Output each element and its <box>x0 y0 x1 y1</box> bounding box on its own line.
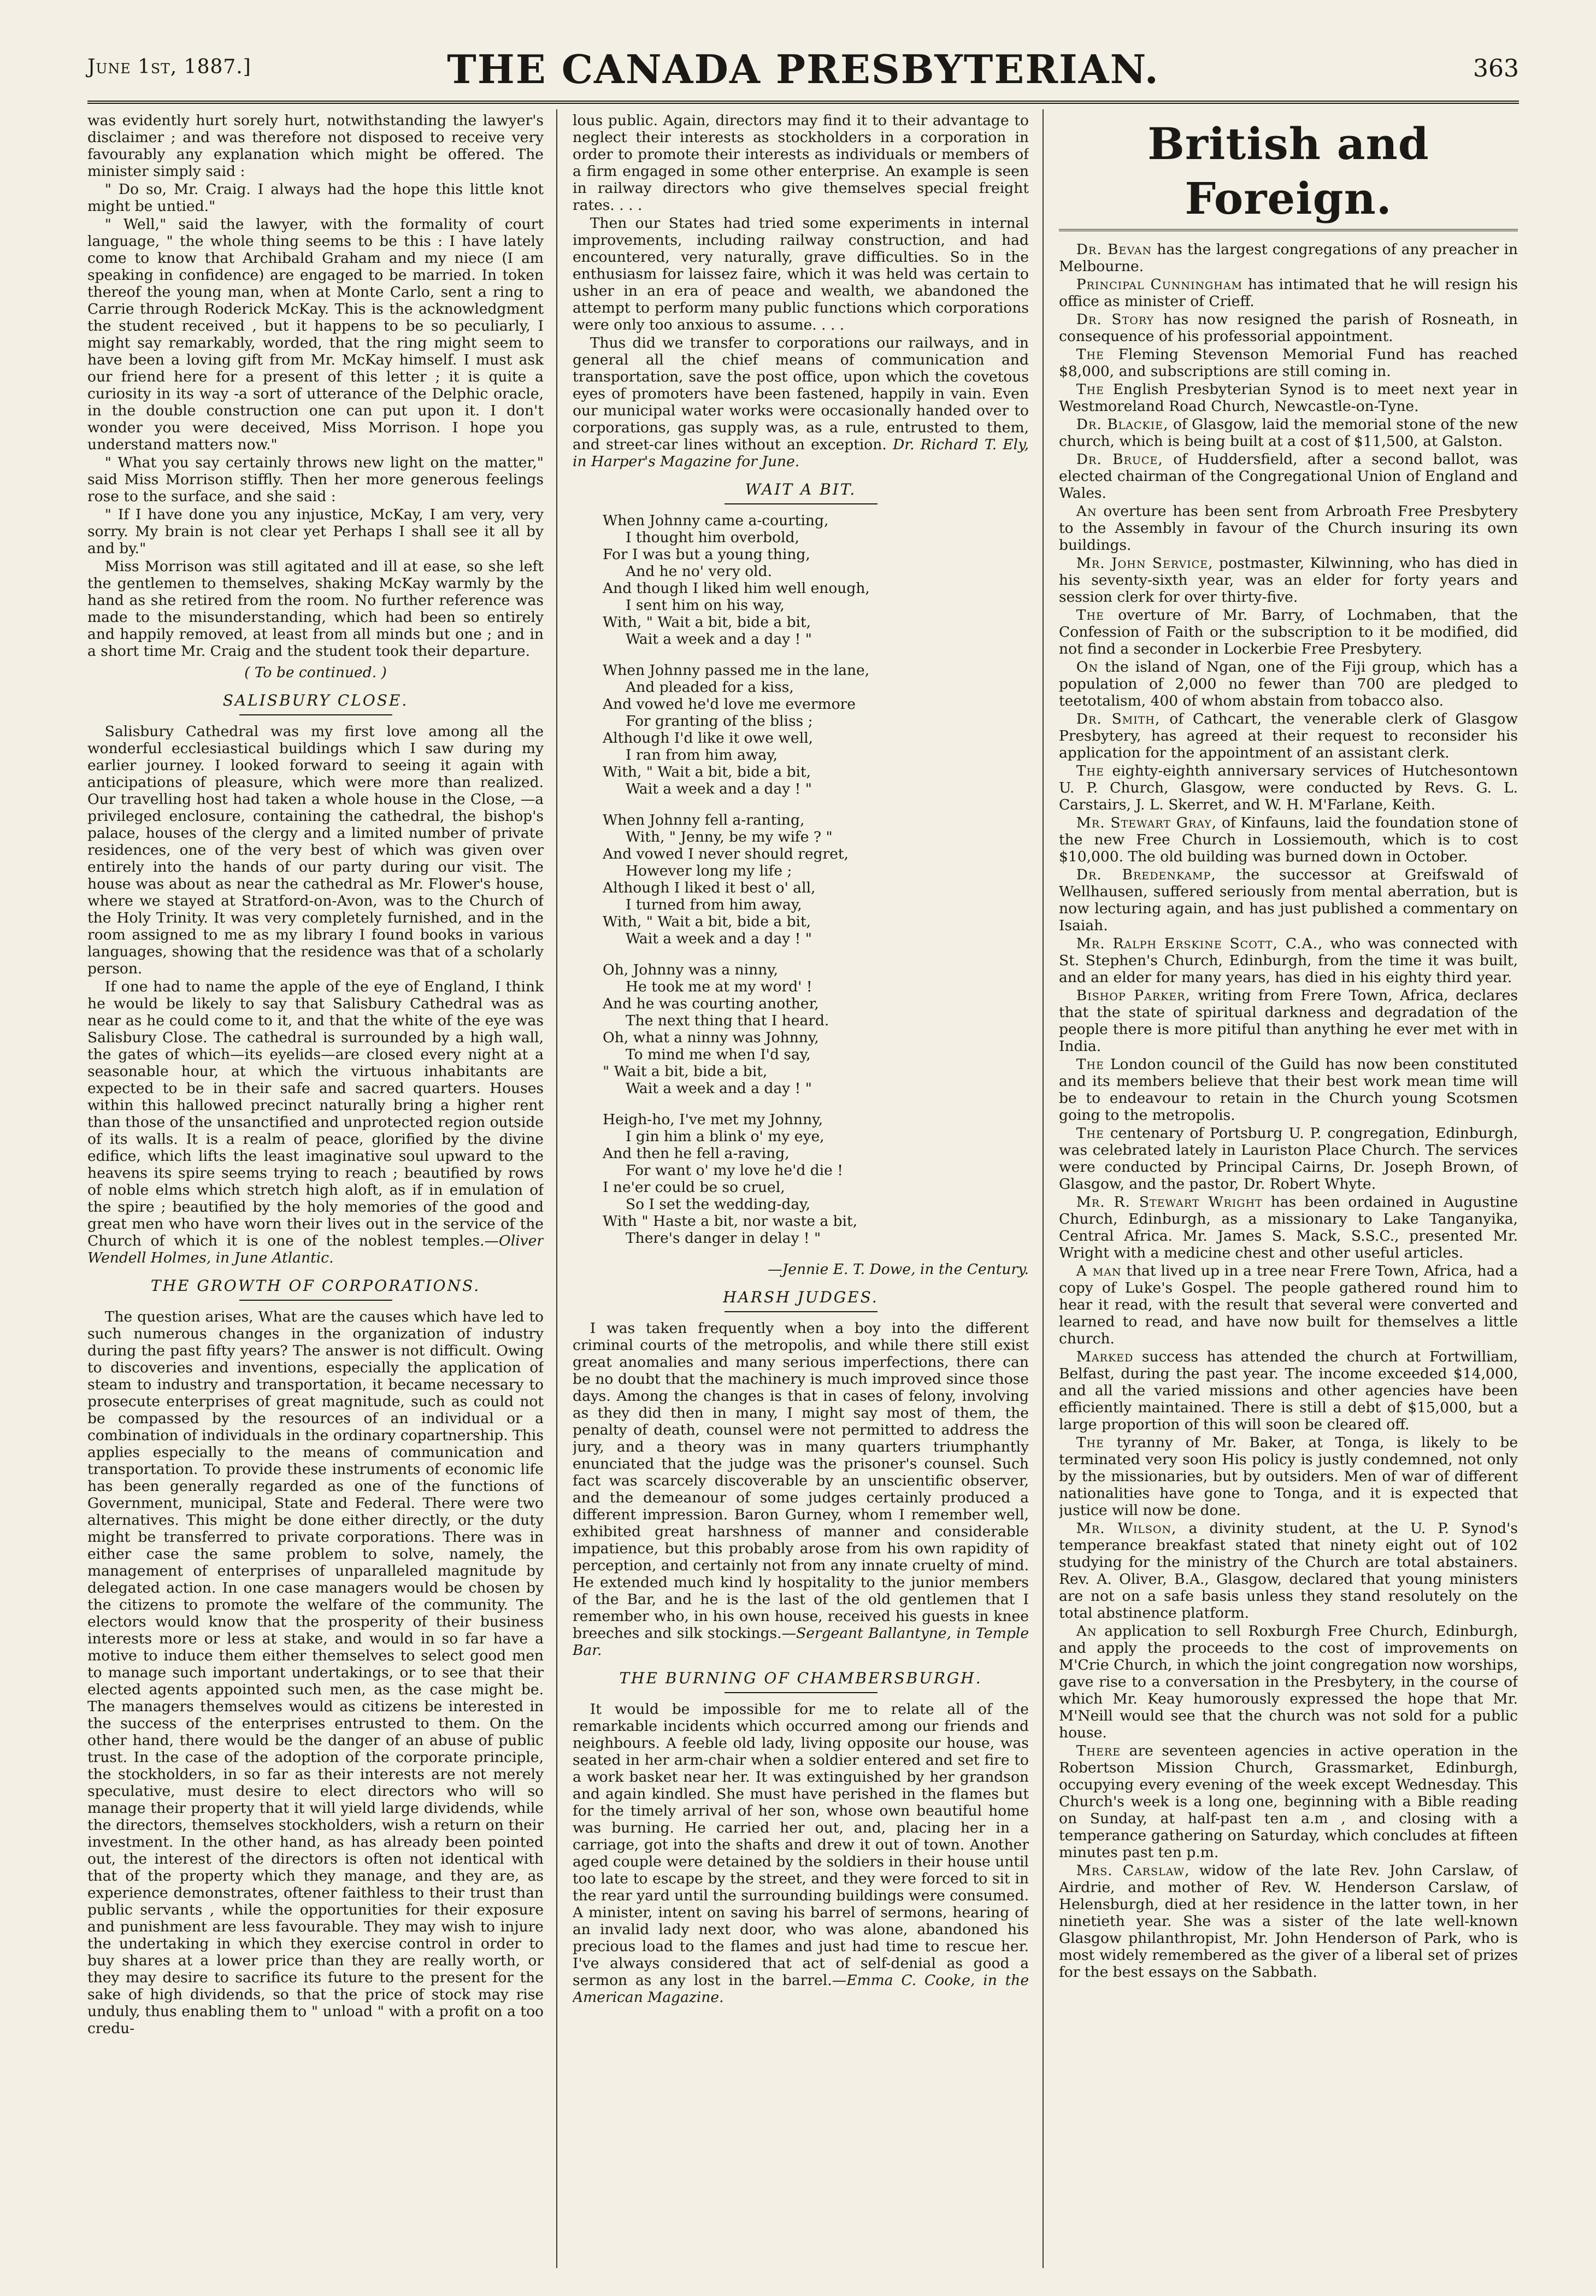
poem-line: Wait a week and a day ! " <box>626 631 812 648</box>
paragraph: " Do so, Mr. Craig. I always had the hope this little knot might be untied." <box>87 181 544 215</box>
stanza <box>603 961 1029 1097</box>
news-item <box>1059 503 1518 554</box>
paragraph-text: It would be impossible for me to relate all of the remarkable incidents which occurred among our friends and neighbours. A feeble old lady, living opposite our house, was seated in her arm-chair when a soldier entered and set fire to a work basket near her. It was extinguished by her grandson and again kindled. She must have perished in the flames but for the timely arrival of her son, whose own beautiful home was burning. He carried her out, and, placing her in a carriage, got into the shafts and drew it out of town. Another aged couple were detained by the soldiers in their house until too late to escape by the street, and they were forced to sit in the rear yard until the surrounding buildings were consumed. A minister, intent on saving his barrel of sermons, hearing of an invalid lady next door, who was alone, abandoned his precious load to the flames and just had time to rescue her. I've always considered that act of self-denial as good a sermon as any lost in the barrel. <box>573 1701 1029 1989</box>
news-item <box>1059 659 1518 709</box>
poem-line: For I was but a young thing, <box>603 546 810 563</box>
news-item-text: widow of the late Rev. John Carslaw, of Airdrie, and mother of Rev. W. Henderson Carslaw, of Helensburgh, died at her residence in the latter town, in her ninetieth year. She was a sister of the late well-known Glasgow philanthropist, Mr. John Henderson of Park, who is most widely remembered as the giver of a liberal set of prizes for the best essays on the Sabbath. <box>1059 1862 1518 1981</box>
news-item-lead: Mr. Stewart Gray, <box>1076 814 1217 831</box>
poem-line: For granting of the bliss ; <box>626 713 813 730</box>
poem-line: I turned from him away, <box>626 896 802 913</box>
poem-line: Wait a week and a day ! " <box>626 1080 812 1097</box>
poem-line: With, " Wait a bit, bide a bit, <box>603 614 811 631</box>
news-item-text: English Presbyterian Synod is to meet next year in Westmoreland Road Church, Newcastle-on-Tyne. <box>1059 381 1518 415</box>
news-item-text: has intimated that he will resign his office as minister of Crieff. <box>1059 276 1518 310</box>
paragraph-text: I was taken frequently when a boy into the different criminal courts of the metropolis, and while there still exist great anomalies and many serious imperfections, there can be no doubt that the machinery is much improved since those days. Among the changes is that in cases of felony, involving as they did then in many, I might say most of them, the penalty of death, counsel were not permitted to address the jury, and a theory was in many quarters triumphantly enunciated that the judge was the prisoner's counsel. Such fact was scarcely discoverable by an unscientific observer, and the demeanour of some judges certainly produced a different impression. Baron Gurney, whom I remember well, exhibited great harshness of manner and considerable impatience, but this probably arose from his own rapidity of perception, and certainly not from any innate cruelty of mind. He extended much kind ly hospitality to the junior members of the Bar, and he is the last of the old gentlemen that I remember who, in his own house, received his guests in knee breeches and silk stockings. <box>573 1320 1029 1642</box>
news-item-lead: The <box>1076 762 1104 779</box>
news-item <box>1059 710 1518 761</box>
article-heading: SALISBURY CLOSE. <box>87 692 544 715</box>
stanza <box>603 1111 1029 1247</box>
section-title: British and Foreign. <box>1147 118 1429 224</box>
paragraph: " Well," said the lawyer, with the formality of court language, " the whole thing seems to be this : I have lately come to know that Archibald Graham and my niece (I am speaking in confidence) are engaged to be married. In token thereof the young man, when at Monte Carlo, sent a ring to Carrie through Roderick McKay. This is the acknowledgment the student received , but it happens to be so peculiarly, I might say remarkably, worded, that the ring might seem to have been a loving gift from Mr. McKay himself. I must ask our friend here for a present of this letter ; it is quite a curiosity in its way -a sort of utterance of the Delphic oracle, in the double construction one can put upon it. I don't wonder you were deceived, Miss Morrison. I hope you understand matters now." <box>87 216 544 453</box>
paragraph-text: If one had to name the apple of the eye of England, I think he would be likely to say that Salisbury Cathedral was as near as he could come to it, and that the white of the eye was Salisbury Close. The cathedral is surrounded by a high wall, the gates of which—its eyelids—are closed every night at a seasonable hour, at which the virtuous inhabitants are expected to be in their safe and sacred quarters. Houses within this hallowed precinct naturally bring a higher rent than those of the unsanctified and unprotected region outside of its walls. It is a realm of peace, glorified by the divine edifice, which lifts the least imaginative soul upward to the heavens its spire seems trying to reach ; beautified by rows of noble elms which stretch high aloft, as if in emulation of the spire ; beautified by the holy memories of the good and great men who have worn their lives out in the service of the Church of which it is one of the noblest temples. <box>87 978 544 1249</box>
news-item-text: London council of the Guild has now been constituted and its members believe that their best work mean time will be to endeavour to retain in the Church young Scotsmen going to the metropolis. <box>1059 1056 1518 1124</box>
news-items <box>1059 241 1518 1981</box>
news-item-text: a divinity student, at the U. P. Synod's temperance breakfast stated that ninety eight out of 102 studying for the ministry of the Church are total abstainers. Rev. A. Oliver, B.A., Glasgow, declared that young ministers are not on a safe basis unless they stand resolutely on the total abstinence platform. <box>1059 1520 1518 1622</box>
news-item-lead: The <box>1076 1434 1104 1451</box>
news-item-lead: The <box>1076 346 1104 363</box>
news-item <box>1059 1056 1518 1124</box>
news-item-text: of Cathcart, the venerable clerk of Glasgow Presbytery, has agreed at their request to reconsider his application for the appointment of an assistant clerk. <box>1059 710 1518 761</box>
news-item-lead: An <box>1076 503 1097 520</box>
page-number: 363 <box>1473 55 1519 83</box>
stanza <box>603 512 1029 648</box>
poem-line: He took me at my word' ! <box>626 978 812 995</box>
news-item-lead: Mrs. Carslaw, <box>1076 1862 1190 1879</box>
news-item <box>1059 607 1518 657</box>
continued-note: ( To be continued. ) <box>244 664 387 681</box>
news-item-text: overture has been sent from Arbroath Free Presbytery to the Assembly in favour of the Church insuring its own buildings. <box>1059 503 1518 554</box>
news-item-text: are seventeen agencies in active operation in the Robertson Mission Church, Grassmarket, Edinburgh, occupying every evening of the week except Wednesday. This Church's week is a long one, beginning with a Bible reading on Sunday, at half-past ten a.m , and closing with a temperance gathering on Saturday, which concludes at fifteen minutes past ten p.m. <box>1059 1742 1518 1861</box>
attribution: —Emma C. Cooke, in the American Magazine. <box>573 1972 1029 2006</box>
attribution: Dr. Richard T. Ely, in Harper's Magazine for June. <box>573 436 1029 470</box>
news-item-text: centenary of Portsburg U. P. congregation, Edinburgh, was celebrated lately in Lauriston Place Church. The services were conducted by Principal Cairns, Dr. Joseph Brown, of Glasgow, and the pastor, Dr. Robert Whyte. <box>1059 1125 1518 1193</box>
paragraph: Miss Morrison was still agitated and ill at ease, so she left the gentlemen to themselves, shaking McKay warmly by the hand as she retired from the room. No further reference was made to the misunderstanding, which had been so entirely and happily removed, at least from all minds but one ; and in a short time Mr. Craig and the student took their departure. <box>87 558 544 660</box>
news-item-text: overture of Mr. Barry, of Lochmaben, that the Confession of Faith or the subscription to it be modified, did not find a seconder in Lockerbie Free Presbytery. <box>1059 607 1518 657</box>
poem-line: With, " Wait a bit, bide a bit, <box>603 913 811 930</box>
column-divider <box>1043 109 1044 2268</box>
news-item <box>1059 987 1518 1055</box>
news-item <box>1059 346 1518 380</box>
news-item <box>1059 276 1518 310</box>
news-item-text: has the largest congregations of any preacher in Melbourne. <box>1059 241 1518 275</box>
article-heading: HARSH JUDGES. <box>573 1289 1029 1312</box>
poem-line: Heigh-ho, I've met my Johnny, <box>603 1111 823 1128</box>
paragraph <box>573 1320 1029 1659</box>
news-item <box>1059 1862 1518 1981</box>
header-rule <box>87 101 1519 104</box>
news-item-text: Fleming Stevenson Memorial Fund has reached $8,000, and subscriptions are still coming in. <box>1059 346 1518 380</box>
news-item-text: application to sell Roxburgh Free Church, Edinburgh, and apply the proceeds to the cost of improvements on M'Crie Church, in which the joint congregation now worships, gave rise to a conversation in the Presbytery, in the course of which Mr. Keay humorously expressed the hope that Mr. M'Neill would see that the church was not sold for a public house. <box>1059 1623 1518 1741</box>
news-item-lead: Marked <box>1076 1348 1134 1365</box>
paragraph: The question arises, What are the causes which have led to such numerous changes in the organization of industry during the past fifty years? The answer is not difficult. Owing to discoveries and inventions, especially the application of steam to industry and transportation, it became necessary to prosecute enterprises of great magnitude, such as could not be compassed by the resources of an individual or a combination of individuals in the ordinary copartnership. This applies especially to the means of communication and transportation. To provide these instruments of economic life has been generally regarded as one of the functions of Government, municipal, State and Federal. There were two alternatives. This might be done either directly, or the duty might be transferred to private corporations. There was in either case the same problem to solve, namely, the management of enterprises of unparalleled magnitude by delegated action. In one case managers would be chosen by the citizens to promote the welfare of the community. The electors would know that the prosperity of their business interests more or less at stake, and would in so far have a motive to induce them either themselves to select good men to manage such important undertakings, or to see that their elected agents appointed such men, as the case might be. The managers themselves would as citizens be interested in the success of the enterprises entrusted to them. On the other hand, there would be the danger of an abuse of public trust. In the case of the adoption of the corporate principle, the stockholders, in so far as their interests are not merely speculative, must desire to elect directors who will so manage their property that it will yield large dividends, while the directors, themselves stockholders, wish a return on their investment. In the other hand, as has already been pointed out, the interest of the directors is often not identical with that of the property which they manage, and they are, as experience demonstrates, oftener faithless to their trust than public servants , while the opportunities for their exposure and punishment are less favourable. They may wish to injure the undertaking in which they exercise control in order to buy shares at a lower price than they are really worth, or they may desire to sacrifice its future to the present for the sake of high dividends, so that the price of stock may rise unduly, thus enabling them to " unload " with a profit on a too credu- <box>87 1308 544 2037</box>
paragraph: Then our States had tried some experiments in internal improvements, including railway construction, and had encountered, very naturally, grave difficulties. So in the enthusiasm for laissez faire, which it was held was certain to usher in an era of peace and wealth, we abandoned the attempt to perform many public functions which corporations were only too anxious to assume. . . . <box>573 215 1029 333</box>
news-item <box>1059 1194 1518 1261</box>
news-item-text: the island of Ngan, one of the Fiji group, which has a population of 2,000 no fewer than 700 are pledged to teetotalism, 400 of whom abstain from tobacco also. <box>1059 659 1518 709</box>
poem-line: Wait a week and a day ! " <box>626 930 812 947</box>
paragraph <box>573 1701 1029 2006</box>
news-item <box>1059 416 1518 450</box>
column-divider <box>556 109 557 2268</box>
column-2 <box>573 112 1029 2265</box>
news-item <box>1059 311 1518 345</box>
news-item <box>1059 1742 1518 1861</box>
article-heading: THE BURNING OF CHAMBERSBURGH. <box>573 1670 1029 1693</box>
poem-heading: WAIT A BIT. <box>573 481 1029 504</box>
news-item-text: success has attended the church at Fortwilliam, Belfast, during the past year. The income exceeded $14,000, and all the varied missions and other agencies have been efficiently maintained. There is still a debt of $15,000, but a large proportion of this will soon be cleared off. <box>1059 1348 1518 1433</box>
paragraph: " If I have done you any injustice, McKay, I am very, very sorry. My brain is not clear yet Perhaps I shall see it all by and by." <box>87 506 544 557</box>
news-item-lead: Mr. R. Stewart Wright <box>1076 1194 1263 1211</box>
news-item <box>1059 1348 1518 1433</box>
news-item-text: has now resigned the parish of Rosneath, in consequence of his professorial appointment. <box>1059 311 1518 345</box>
column-1 <box>87 112 544 2265</box>
stanza <box>603 662 1029 797</box>
news-item <box>1059 1434 1518 1519</box>
poem-line: When Johnny came a-courting, <box>603 512 829 529</box>
article-heading: THE GROWTH OF CORPORATIONS. <box>87 1277 544 1301</box>
paragraph-text: Thus did we transfer to corporations our railways, and in general all the chief means of communication and transportation, save the post office, upon which the covetous eyes of promoters have been fastened, happily in vain. Even our municipal water works were occasionally handed over to corporations, gas supply was, as a rule, entrusted to them, and street-car lines without an exception. <box>573 334 1029 453</box>
news-item-lead: The <box>1076 381 1104 398</box>
news-item-text: that lived up in a tree near Frere Town, Africa, had a copy of Luke's Gospel. The people gathered round him to hear it read, with the result that several were converted and learned to read, and have now built for themselves a little church. <box>1059 1262 1518 1347</box>
poem-line: Oh, Johnny was a ninny, <box>603 961 779 978</box>
masthead-title: THE CANADA PRESBYTERIAN. <box>447 46 1159 92</box>
poem-line: I sent him on his way, <box>626 597 785 614</box>
news-item-text: who was connected with St. Stephen's Church, Edinburgh, from the time it was built, and an elder for many years, has died in his eighty third year. <box>1059 935 1518 986</box>
poem-line: And pleaded for a kiss, <box>626 679 794 696</box>
attribution: —Jennie E. T. Dowe, in the Century. <box>768 1261 1029 1278</box>
news-item-lead: There <box>1076 1742 1121 1759</box>
news-item-lead: Dr. Bredenkamp, <box>1076 866 1216 883</box>
news-item <box>1059 814 1518 865</box>
poem-line: I ran from him away, <box>626 747 778 764</box>
news-item-lead: A man <box>1076 1262 1122 1279</box>
news-item-lead: Dr. Smith, <box>1076 710 1161 727</box>
poem-line: Wait a week and a day ! " <box>626 780 812 797</box>
news-item-lead: The <box>1076 607 1104 624</box>
poem-line: I gin him a blink o' my eye, <box>626 1128 824 1145</box>
poem <box>603 512 1029 1278</box>
paragraph: Salisbury Cathedral was my first love among all the wonderful ecclesiastical buildings which I saw during my earlier journey. I looked forward to seeing it again with anticipations of pleasure, which were more than realized. Our travelling host had taken a whole house in the Close, —a privileged enclosure, containing the cathedral, the bishop's palace, houses of the clergy and a limited number of private residences, one of the very best of which was given over entirely into the hands of our party during our visit. The house was about as near the cathedral as Mr. Flower's house, where we stayed at Stratford-on-Avon, was to the Church of the Holy Trinity. It was very completely furnished, and in the room assigned to me as my library I found books in various languages, showing that the residence was that of a scholarly person. <box>87 723 544 977</box>
news-item <box>1059 866 1518 934</box>
paragraph: was evidently hurt sorely hurt, notwithstanding the lawyer's disclaimer ; and was therefore not disposed to receive very favourably any explanation which might be offered. The minister simply said : <box>87 112 544 180</box>
paragraph: " What you say certainly throws new light on the matter," said Miss Morrison stiffly. Then her more generous feelings rose to the surface, and she said : <box>87 454 544 505</box>
news-item <box>1059 555 1518 606</box>
poem-line: So I set the wedding-day, <box>626 1196 810 1213</box>
column-3 <box>1059 112 1518 2265</box>
news-item-lead: The <box>1076 1056 1104 1073</box>
poem-line: Although I liked it best o' all, <box>603 879 816 896</box>
news-item <box>1059 1623 1518 1741</box>
news-item-lead: Dr. Bruce, <box>1076 451 1163 468</box>
poem-line: And though I liked him well enough, <box>603 580 870 597</box>
news-item <box>1059 1125 1518 1193</box>
poem-line: The next thing that I heard. <box>626 1012 829 1029</box>
news-item-lead: An <box>1076 1623 1097 1640</box>
paragraph <box>573 334 1029 470</box>
news-item <box>1059 762 1518 813</box>
news-item-text: of Kinfauns, laid the foundation stone of the new Free Church in Lossiemouth, which is to cost $10,000. The old building was burned down in October. <box>1059 814 1518 865</box>
news-item-text: postmaster, Kilwinning, who has died in his seventy-sixth year, was an elder for forty years and session clerk for over thirty-five. <box>1059 555 1518 606</box>
news-item-text: tyranny of Mr. Baker, at Tonga, is likely to be terminated very soon His policy is justly condemned, not only by the missionaries, but by outsiders. Men of war of different nationalities have gone to Tonga, and it is expected that justice will now be done. <box>1059 1434 1518 1519</box>
news-item-lead: Dr. Bevan <box>1076 241 1152 258</box>
poem-line: With " Haste a bit, nor waste a bit, <box>603 1213 858 1230</box>
news-item-lead: Mr. John Service, <box>1076 555 1214 572</box>
news-item <box>1059 1520 1518 1622</box>
news-item <box>1059 1262 1518 1347</box>
poem-line: With, " Jenny, be my wife ? " <box>626 829 833 845</box>
poem-line: With, " Wait a bit, bide a bit, <box>603 764 811 780</box>
attribution: —Oliver Wendell Holmes, in June Atlantic. <box>87 1232 544 1266</box>
news-item <box>1059 935 1518 986</box>
news-item-lead: On <box>1076 659 1099 676</box>
attribution: —Sergeant Ballantyne, in Temple Bar. <box>573 1625 1029 1659</box>
news-item-lead: Mr. Wilson, <box>1076 1520 1177 1537</box>
poem-line: " Wait a bit, bide a bit, <box>603 1063 768 1080</box>
poem-line: When Johnny fell a-ranting, <box>603 812 805 829</box>
poem-line: And then he fell a-raving, <box>603 1145 790 1162</box>
poem-line: I thought him overbold, <box>626 529 799 546</box>
paragraph <box>87 978 544 1266</box>
news-item-text: writing from Frere Town, Africa, declares that the state of spiritual darkness and degradation of the people there is more pitiful than anything he ever met with in India. <box>1059 987 1518 1055</box>
poem-line: I ne'er could be so cruel, <box>603 1179 785 1196</box>
paragraph: lous public. Again, directors may find it to their advantage to neglect their interests as stockholders in a corporation in order to promote their interests as individuals or members of a firm engaged in some other enterprise. An example is seen in railway directors who give themselves special freight rates. . . . <box>573 112 1029 214</box>
news-item-lead: Bishop Parker, <box>1076 987 1191 1004</box>
news-item-text: eighty-eighth anniversary services of Hutchesontown U. P. Church, Glasgow, were conducted by Revs. G. L. Carstairs, J. L. Skerret, and W. H. M'Farlane, Keith. <box>1059 762 1518 813</box>
section-rule <box>1059 229 1518 231</box>
news-item <box>1059 241 1518 275</box>
news-item-text: the successor at Greifswald of Wellhausen, suffered seriously from mental aberration, but is now lecturing again, and has just published a commentary on Isaiah. <box>1059 866 1518 934</box>
news-item-lead: Principal Cunningham <box>1076 276 1243 293</box>
page-header <box>87 44 1519 104</box>
stanza <box>603 812 1029 947</box>
poem-line: And he was courting another, <box>603 995 819 1012</box>
news-item-text: has been ordained in Augustine Church, Edinburgh, as a missionary to Lake Tanganyika, Central Africa. Mr. James S. Mack, S.S.C., presented Mr. Wright with a medicine chest and other useful articles. <box>1059 1194 1518 1261</box>
news-item-text: of Glasgow, laid the memorial stone of the new church, which is being built at a cost of $11,500, at Galston. <box>1059 416 1518 450</box>
issue-date: June 1st, 1887.] <box>87 56 251 78</box>
news-item-text: of Huddersfield, after a second ballot, was elected chairman of the Congregational Union of England and Wales. <box>1059 451 1518 502</box>
poem-line: And he no' very old. <box>626 563 773 580</box>
poem-line: Although I'd like it owe well, <box>603 730 814 747</box>
poem-line: And vowed he'd love me evermore <box>603 696 856 713</box>
poem-line: Oh, what a ninny was Johnny, <box>603 1029 819 1046</box>
news-item-lead: Dr. Blackie, <box>1076 416 1169 433</box>
news-item-lead: Dr. Story <box>1076 311 1155 328</box>
poem-line: To mind me when I'd say, <box>626 1046 811 1063</box>
news-item-lead: The <box>1076 1125 1104 1142</box>
news-item <box>1059 381 1518 415</box>
poem-line: However long my life ; <box>626 862 792 879</box>
poem-line: When Johnny passed me in the lane, <box>603 662 870 679</box>
poem-line: And vowed I never should regret, <box>603 845 849 862</box>
poem-line: There's danger in delay ! " <box>626 1230 821 1247</box>
poem-line: For want o' my love he'd die ! <box>626 1162 843 1179</box>
news-item <box>1059 451 1518 502</box>
news-item-lead: Mr. Ralph Erskine Scott, C.A., <box>1076 935 1323 952</box>
